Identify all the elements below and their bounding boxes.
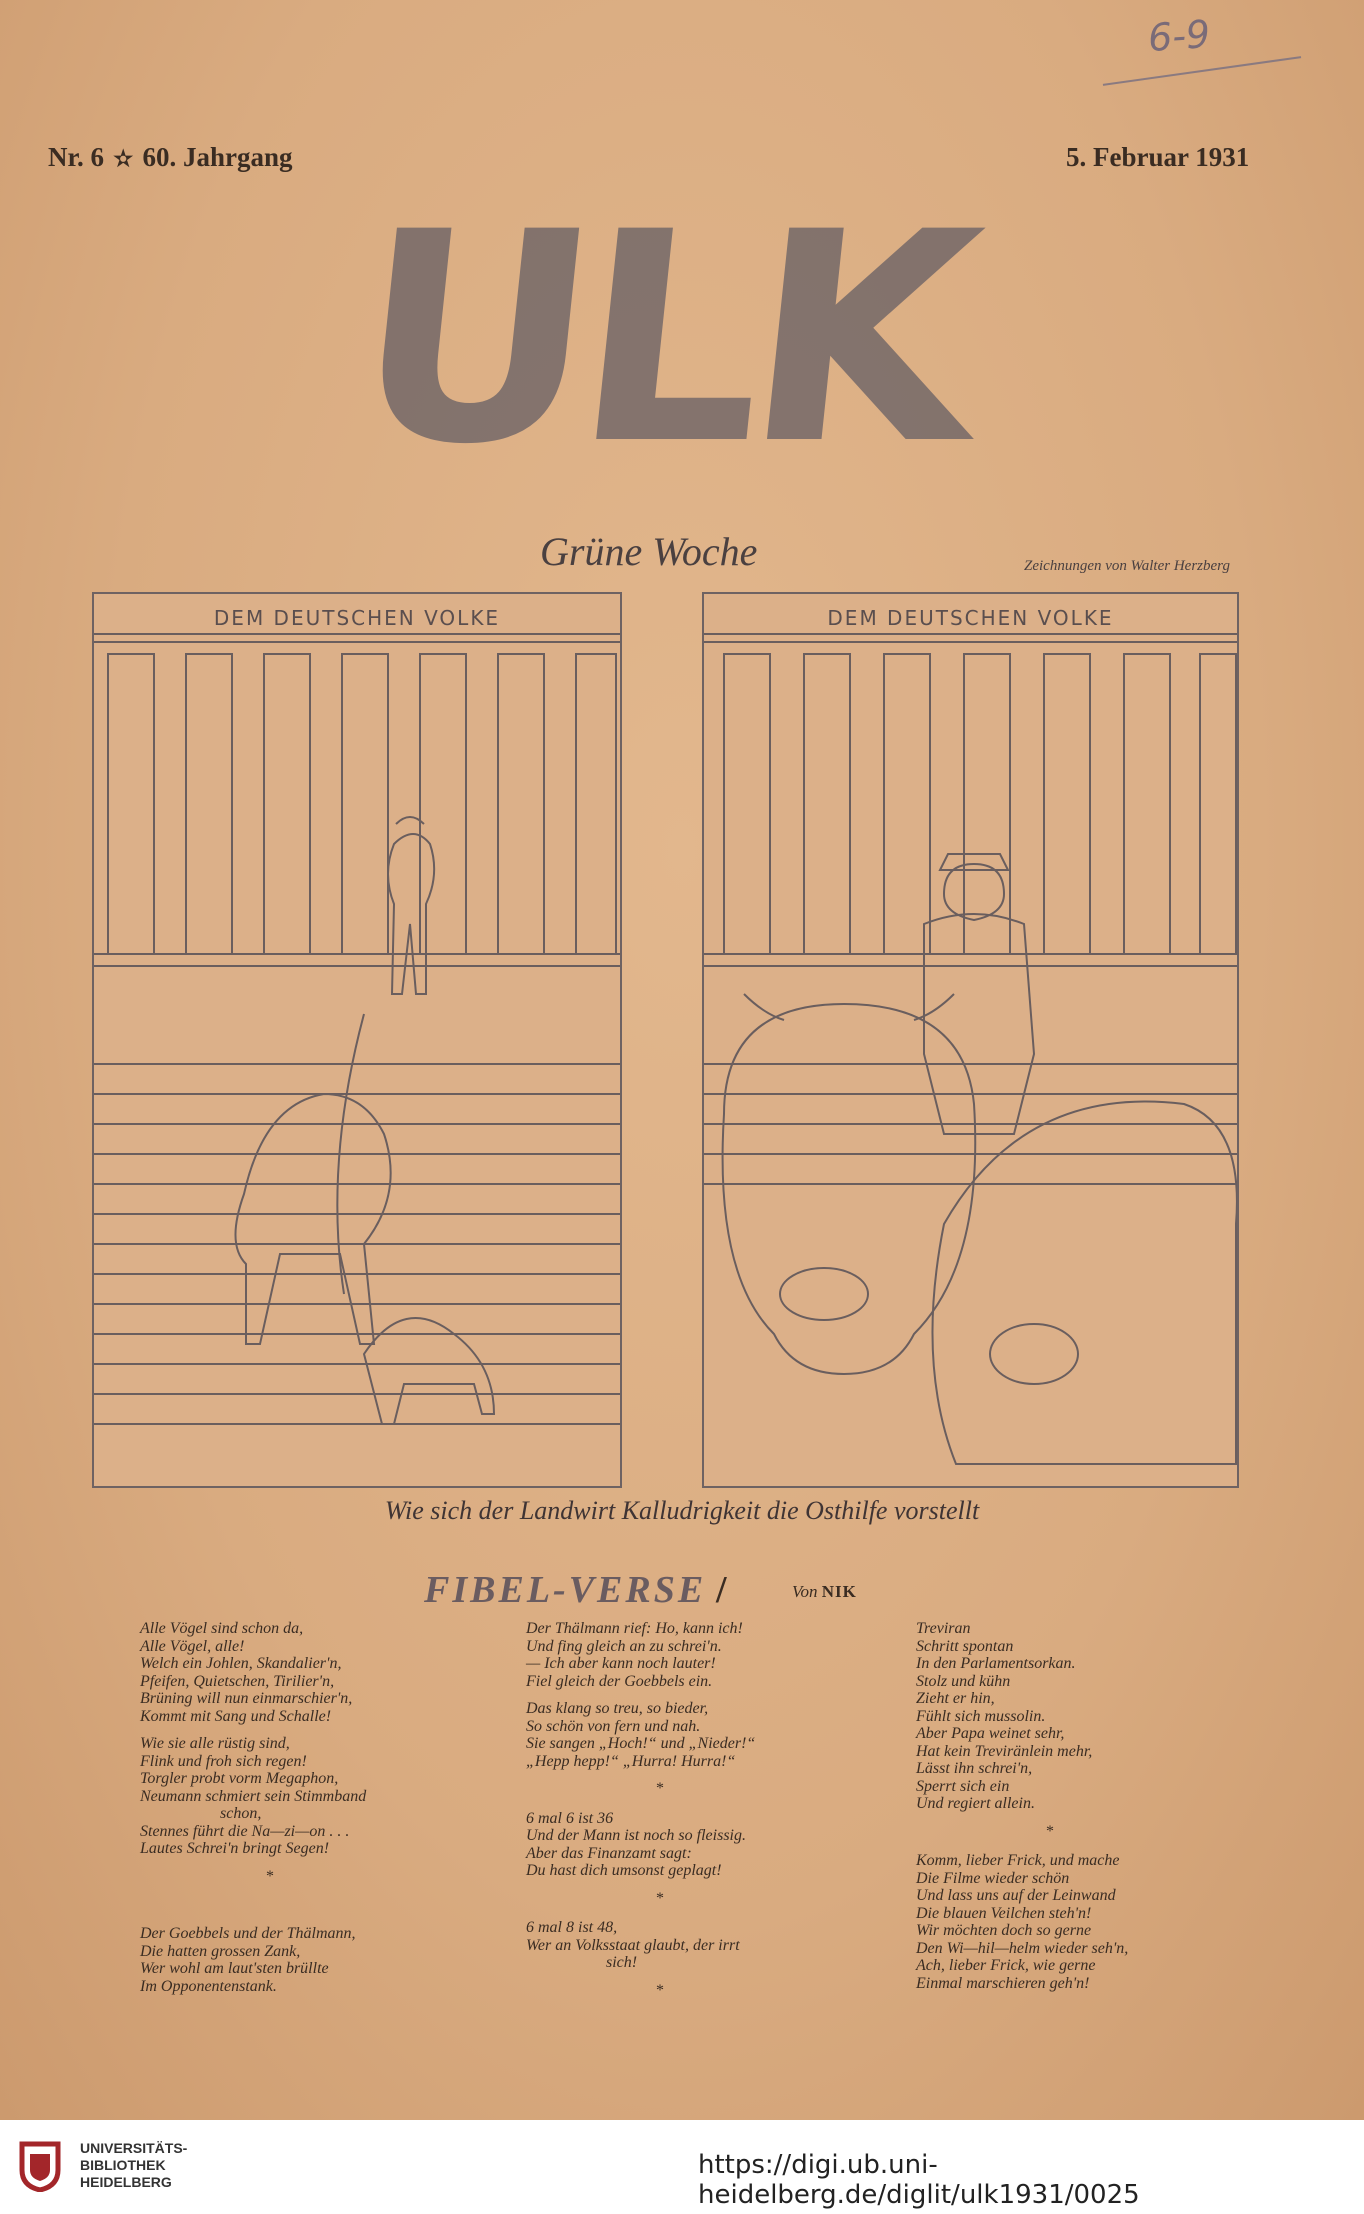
author-name: NIK (821, 1582, 857, 1601)
stanza (916, 1620, 1276, 1813)
title-separator: / (716, 1569, 727, 1611)
library-footer (0, 2120, 1364, 2214)
poem-line: Fühlt sich mussolin. (916, 1707, 1046, 1725)
poem-line: Welch ein Johlen, Skandalier'n, (140, 1655, 342, 1672)
stanza-separator: * (656, 1981, 664, 1999)
poem-title: FIBEL-VERSE (424, 1569, 707, 1611)
handwritten-underline (1103, 56, 1301, 86)
poem-line: Wie sie alle rüstig sind, (140, 1735, 290, 1752)
poem-line: Ach, lieber Frick, wie gerne (916, 1957, 1096, 1974)
stanza (140, 1620, 500, 1725)
poem-line: Zieht er hin, (916, 1690, 995, 1707)
poem-line: Die hatten grossen Zank, (140, 1942, 301, 1960)
poem-line: Lautes Schrei'n bringt Segen! (140, 1840, 330, 1857)
poem-line: Der Goebbels und der Thälmann, (140, 1925, 356, 1942)
stanza (526, 1620, 886, 1690)
poem-line: Sie sangen „Hoch!“ und „Nieder!“ (526, 1735, 756, 1752)
reichstag-drawing-right (704, 594, 1237, 1486)
poem-line: Einmal marschieren geh'n! (916, 1974, 1090, 1992)
poem-line: Torgler probt vorm Megaphon, (140, 1770, 339, 1787)
poem-line: Den Wi—hil—helm wieder seh'n, (916, 1939, 1129, 1957)
poem-line: Der Thälmann rief: Ho, kann ich! (526, 1620, 743, 1637)
permalink-url[interactable]: https://digi.ub.uni-heidelberg.de/diglit/ulk1931/0025 (698, 2150, 1140, 2210)
illustration-caption: Wie sich der Landwirt Kalludrigkeit die Osthilfe vorstellt (384, 1496, 980, 1525)
library-name-line: HEIDELBERG (80, 2174, 172, 2190)
poem-line: Du hast dich umsonst geplagt! (526, 1862, 722, 1879)
stanza (526, 1700, 886, 1770)
poem-line: In den Parlamentsorkan. (916, 1655, 1076, 1672)
building-inscription-left: DEM DEUTSCHEN VOLKE (213, 606, 501, 630)
poem-line: So schön von fern und nah. (526, 1717, 701, 1735)
poem-line: Stennes führt die Na—zi—on . . . (140, 1822, 350, 1840)
poem-line: — Ich aber kann noch lauter! (526, 1655, 716, 1672)
poem-line: schon, (140, 1805, 262, 1822)
stanza (140, 1735, 500, 1858)
poem-line: Aber Papa weinet sehr, (916, 1725, 1065, 1742)
poem-line: Brüning will nun einmarschier'n, (140, 1690, 353, 1707)
poem-line: Und regiert allein. (916, 1795, 1035, 1812)
poem-line: Wir möchten doch so gerne (916, 1922, 1092, 1939)
stanza (526, 1810, 886, 1880)
poem-line: Und lass uns auf der Leinwand (916, 1887, 1116, 1904)
section-title: Grüne Woche (540, 529, 758, 574)
poem-line: Neumann schmiert sein Stimmband (140, 1787, 367, 1805)
poem-line: Wer an Volksstaat glaubt, der irrt (526, 1936, 740, 1954)
poem-line: Die Filme wieder schön (916, 1869, 1070, 1887)
handwritten-margin-note: 6-9 (1146, 11, 1212, 61)
poem-line: Die blauen Veilchen steh'n! (916, 1904, 1092, 1922)
poem-line: Lässt ihn schrei'n, (916, 1760, 1033, 1777)
stanza (916, 1852, 1276, 1992)
stanza-separator: * (656, 1780, 664, 1797)
poem-line: „Hepp hepp!“ „Hurra! Hurra!“ (526, 1752, 736, 1770)
issue-number: Nr. 6 (48, 142, 105, 172)
building-inscription-right: DEM DEUTSCHEN VOLKE (827, 606, 1114, 630)
star-icon: ✫ (114, 146, 133, 171)
poem-column-3 (916, 1620, 1276, 2002)
stanza (526, 1919, 886, 1972)
issue-date: 5. Februar 1931 (1066, 142, 1250, 172)
illustration-right (702, 592, 1239, 1488)
masthead-title: ULK (340, 171, 980, 508)
stanza-separator: * (1046, 1822, 1054, 1840)
illustration-left (92, 592, 622, 1488)
poem-line: Aber das Finanzamt sagt: (526, 1844, 692, 1862)
library-name-line: UNIVERSITÄTS- (80, 2140, 188, 2156)
author-prefix: Von (792, 1582, 818, 1601)
stanza (140, 1925, 500, 1995)
issue-header (48, 142, 292, 173)
library-name (80, 2140, 187, 2191)
poem-line: sich! (526, 1954, 638, 1971)
library-name-line: BIBLIOTHEK (80, 2157, 166, 2173)
poem-line: Pfeifen, Quietschen, Tirilier'n, (140, 1672, 335, 1690)
poem-line: 6 mal 6 ist 36 (526, 1809, 614, 1827)
poem-line: Komm, lieber Frick, und mache (916, 1852, 1120, 1869)
poem-line: Treviran (916, 1620, 971, 1637)
stanza-separator: * (656, 1889, 664, 1907)
poem-line: Alle Vögel sind schon da, (140, 1620, 304, 1637)
university-logo-icon (16, 2140, 64, 2192)
poem-author (792, 1582, 857, 1602)
poem-line: Alle Vögel, alle! (140, 1637, 245, 1655)
poem-line: Sperrt sich ein (916, 1777, 1010, 1795)
poem-line: Fiel gleich der Goebbels ein. (526, 1672, 713, 1690)
poem-line: Schritt spontan (916, 1637, 1014, 1655)
poem-line: Stolz und kühn (916, 1672, 1011, 1690)
volume-label: 60. Jahrgang (142, 142, 293, 172)
poem-column-2 (526, 1620, 886, 2011)
illustration-credit: Zeichnungen von Walter Herzberg (1024, 558, 1230, 574)
poem-line: Im Opponentenstank. (140, 1977, 277, 1995)
masthead-logo (200, 171, 1120, 508)
poem-line: 6 mal 8 ist 48, (526, 1919, 618, 1936)
stanza-separator: * (266, 1867, 274, 1885)
poem-line: Wer wohl am laut'sten brüllte (140, 1960, 329, 1977)
poem-line: Das klang so treu, so bieder, (526, 1700, 709, 1717)
poem-line: Und fing gleich an zu schrei'n. (526, 1637, 722, 1655)
reichstag-drawing-left (94, 594, 620, 1486)
poem-line: Hat kein Treviränlein mehr, (916, 1742, 1093, 1760)
poem-line: Flink und froh sich regen! (140, 1752, 307, 1770)
poem-column-1 (140, 1620, 500, 2005)
poem-line: Kommt mit Sang und Schalle! (140, 1707, 332, 1725)
poem-line: Und der Mann ist noch so fleissig. (526, 1827, 746, 1844)
